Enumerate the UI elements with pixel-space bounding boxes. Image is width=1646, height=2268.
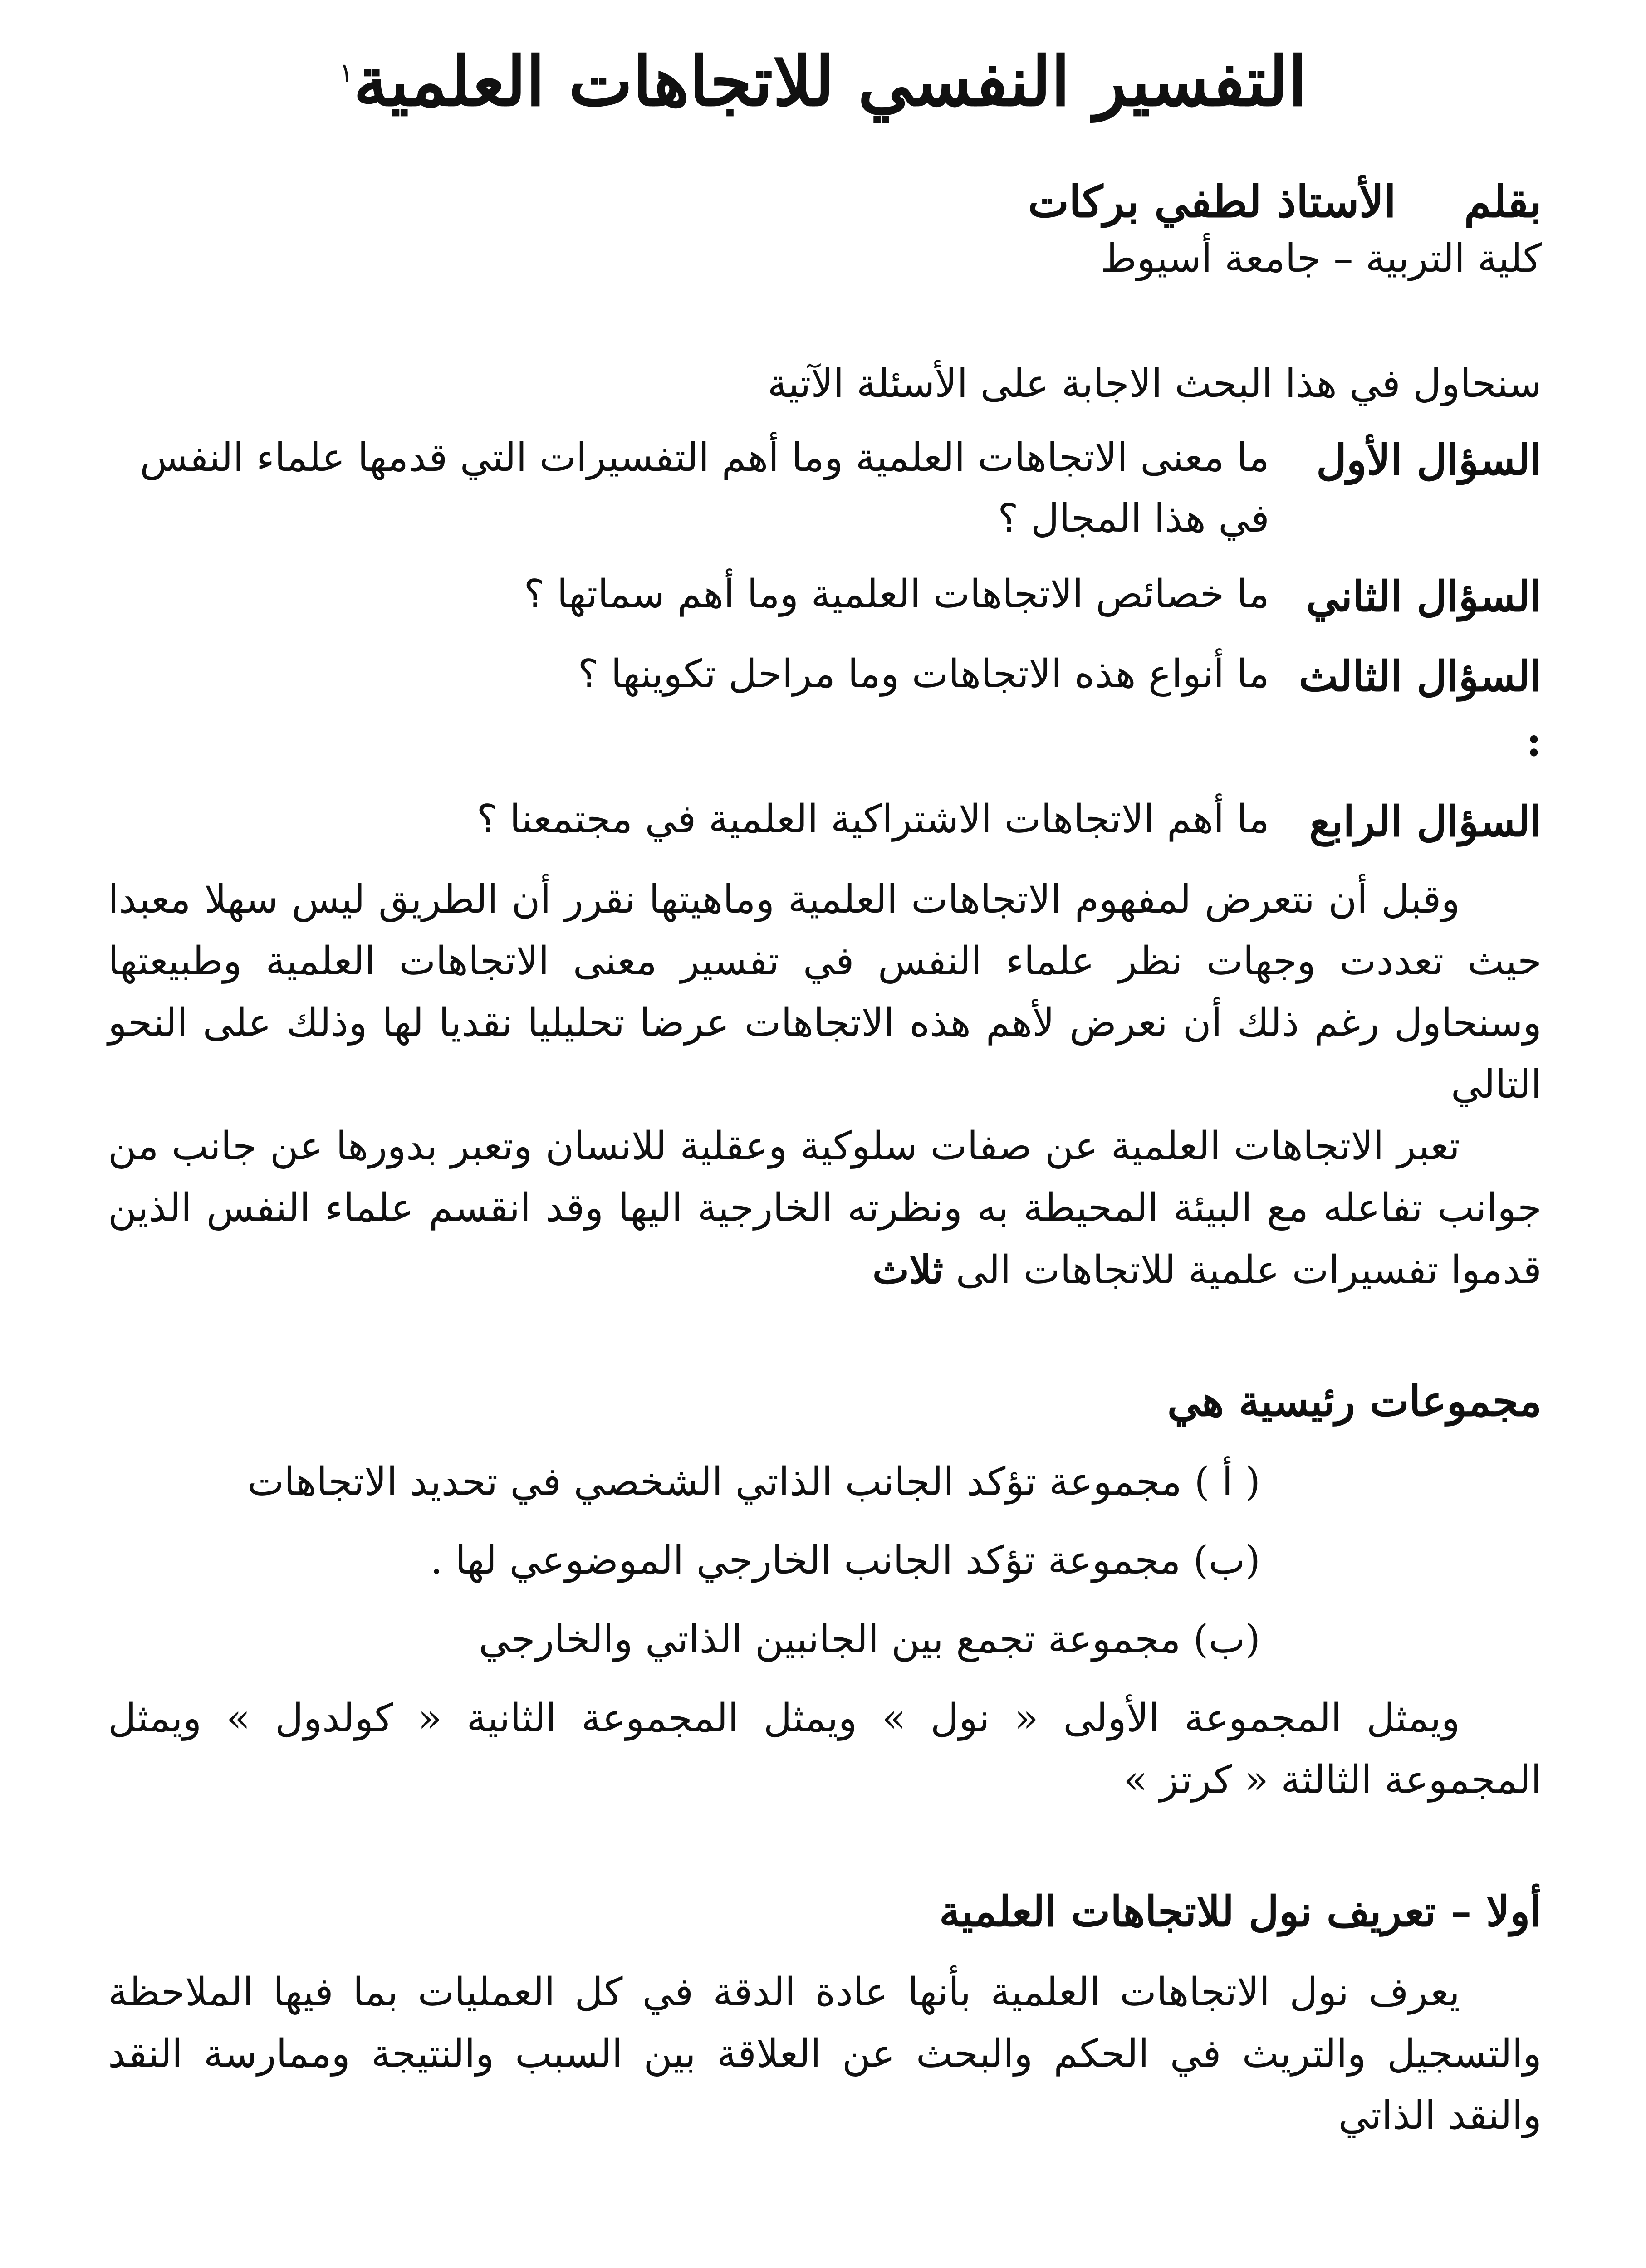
author-name: الأستاذ لطفي بركات (1028, 176, 1396, 227)
paragraph-definition-text: تعبر الاتجاهات العلمية عن صفات سلوكية وعقلية للانسان وتعبر بدورها عن جانب من جوانب تفاعله مع البيئة المحيطة به ونظرته الخارجية اليها وقد انقسم علماء النفس الذين قدموا تفسيرات علمية للاتجاهات الى (108, 1123, 1542, 1293)
question-label: السؤال الثاني (1306, 572, 1542, 621)
question-row (108, 644, 1542, 773)
groups-heading: مجموعات رئيسية هي (1167, 1377, 1542, 1426)
question-text: ما أهم الاتجاهات الاشتراكية العلمية في مجتمعنا ؟ (476, 796, 1269, 842)
question-text: ما خصائص الاتجاهات العلمية وما أهم سماتها ؟ (524, 571, 1269, 617)
groups-section (108, 1369, 1542, 1811)
question-label: السؤال الأول (1316, 435, 1542, 485)
paragraph-definition-bold: ثلاث (872, 1246, 944, 1293)
section-heading: أولا – تعريف نول للاتجاهات العلمية (939, 1887, 1542, 1936)
question-label: السؤال الرابع (1309, 797, 1542, 846)
article-title-text: التفسير النفسي للاتجاهات العلمية (353, 42, 1307, 122)
question-text: ما أنواع هذه الاتجاهات وما مراحل تكوينها ؟ (578, 651, 1269, 697)
questions-list (108, 428, 1542, 854)
paragraph-definition (108, 1116, 1542, 1301)
section-nol-definition (108, 1879, 1542, 2147)
question-row (108, 564, 1542, 629)
paragraph-approach: وقبل أن نتعرض لمفهوم الاتجاهات العلمية وماهيتها نقرر أن الطريق ليس سهلا معبدا حيث تعددت وجهات نظر علماء النفس في تفسير معنى الاتجاهات العلمية وطبيعتها وسنحاول رغم ذلك أن نعرض لأهم هذه الاتجاهات عرضا تحليليا نقديا لها وذلك على النحو التالي (108, 877, 1542, 1107)
footnote-marker: ١ (339, 57, 354, 89)
question-text: ما معنى الاتجاهات العلمية وما أهم التفسيرات التي قدمها علماء النفس في هذا المجال ؟ (140, 435, 1269, 541)
group-item: (ب) مجموعة تؤكد الجانب الخارجي الموضوعي لها . (430, 1538, 1260, 1584)
groups-list (108, 1452, 1542, 1670)
author-line (861, 172, 1542, 231)
question-row (108, 428, 1542, 549)
article-body (108, 354, 1542, 2147)
question-label: السؤال الثالث : (1298, 652, 1542, 766)
article-title (0, 41, 1646, 122)
author-prefix: بقلم (1464, 176, 1542, 227)
author-affiliation: كلية التربية – جامعة أسيوط (1100, 235, 1542, 281)
author-block (861, 172, 1542, 286)
question-row (108, 789, 1542, 854)
intro-sentence: سنحاول في هذا البحث الاجابة على الأسئلة الآتية (767, 361, 1542, 406)
group-item: ( أ ) مجموعة تؤكد الجانب الذاتي الشخصي في تحديد الاتجاهات (247, 1459, 1260, 1505)
group-item: (ب) مجموعة تجمع بين الجانبين الذاتي والخارجي (478, 1616, 1260, 1662)
groups-note: ويمثل المجموعة الأولى « نول » ويمثل المجموعة الثانية « كولدول » ويمثل المجموعة الثالثة « كرتز » (108, 1695, 1542, 1803)
section-paragraph: يعرف نول الاتجاهات العلمية بأنها عادة الدقة في كل العمليات بما فيها الملاحظة والتسجيل والتريث في الحكم والبحث عن العلاقة بين السبب والنتيجة وممارسة النقد والنقد الذاتي (108, 1970, 1542, 2138)
